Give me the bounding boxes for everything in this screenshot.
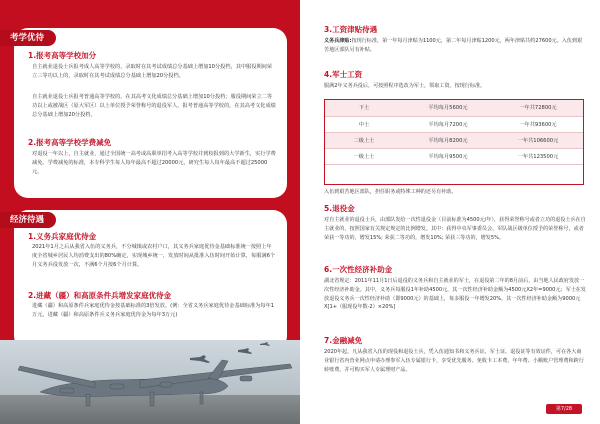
heading-family-allowance: 1.义务兵家庭优待金 [28, 232, 97, 241]
label-conscript-allowance: 义务兵津贴: [324, 38, 352, 44]
right-page [300, 0, 600, 424]
table-cell: 平均每月5600元 [403, 100, 493, 116]
table-cell: 平均每月9500元 [403, 149, 493, 165]
heading-one-time-subsidy: 6.一次性经济补助金 [324, 265, 393, 274]
table-cell: 二级上士 [325, 132, 403, 148]
distant-aircraft [190, 342, 270, 363]
section-tab-economy: 经济待遇 [0, 212, 56, 228]
paragraph-family-allowance: 2021年1月之后从我省入伍的义务兵，不分城镇或农村户口，其义务兵家庭优待金基础标准统一按照上年度全省城乡居民人均消费支出的80%确定，实现城乡统一，发放时间从批准入伍时间开始计算，每服满6个月义务兵役发放一次，不满6个月按6个月计算。 [32, 244, 276, 269]
transport-aircraft-photo [0, 330, 300, 424]
paragraph-tuition-waiver: 对退役一年以上，自主就业，通过全国统一高考或高职单招考入高等学校并到校报到的大学新生，实行学费减免。学费减免的标准，本专科学生每人每年最高不超过20000元，研究生每人每年最高不超过25000元。 [32, 151, 276, 176]
table-cell: 中士 [325, 116, 403, 132]
table-row [325, 149, 583, 165]
paragraph-wages-allowance [324, 37, 586, 55]
table-cell: 一年共123500元 [493, 149, 583, 165]
paragraph-financial-relief: 2020年起，凡从我省入伍的现役和退役士兵，凭入伍通知书和义务兵证、军士证、退役证等有效证件，可在各大商业银行省内营业网点申请办理参军入伍专属银行卡，享受优先服务、免收卡工本费、年年费、小额账户管理费和跨行转账费，并可购买军人专属理财产品。 [324, 349, 584, 373]
paragraph-retirement-pay: 对自主就业的退役士兵，由部队发给一次性退役金（目前标准为4500元/年），获得荣誉称号或者立功的退役士兵在自主就业的，按照国家有关规定规定的比例增发。其中：获得中央军事委员会、军队战区级单位授予的荣誉称号，或者荣获一等功的，增发15%; 荣获二等功的，增发10%; 荣获三等功的，增发5%。 [324, 217, 586, 241]
table-cell: 一年共106600元 [493, 132, 583, 148]
table-row [325, 100, 583, 116]
heading-exam-bonus: 1.报考高等学校加分 [28, 51, 97, 60]
heading-retirement-pay: 5.退役金 [324, 204, 355, 213]
table-cell: 平均每月7200元 [403, 116, 493, 132]
table-cell: 平均每月8200元 [403, 132, 493, 148]
paragraph-one-time-subsidy: 湖北省规定：2011年11月1日后退役的义务兵和自主就业的军士，在退役第二年的8月前后，由当地人民政府发放一次性经济补助金。其中，义务兵每服役1年补助4500元，其一次性经济补助金额为4500元X2年=9000元；军士在发放退役义务兵一次性经济补助（即9000元）的基础上，每多服役一年增发20%，其一次性经济补助金额为9000元X[1+（服现役年数-2）×20%] [324, 278, 586, 311]
text-conscript-allowance: 按现行标准，第一年每月津贴为1100元，第二年每月津贴1200元，两年津贴共约27600元。入伍到艰苦地区部队另有补贴。 [324, 38, 583, 53]
table-cell: 下士 [325, 100, 403, 116]
section-tab-study: 考学优待 [0, 30, 56, 46]
main-aircraft [18, 360, 292, 406]
heading-wages-allowance: 3.工资津贴待遇 [324, 25, 378, 34]
paragraph-plateau-allowance: 进藏（疆）和高原条件兵家庭优待金按基础标准的3倍发放。(例：全省义务兵家庭优待金基础标准为每年1万元，进藏（疆）和高原条件兵义务兵家庭优待金为每年3万元) [32, 303, 275, 319]
table-row [325, 116, 583, 132]
table-row [325, 132, 583, 148]
salary-table [325, 100, 583, 165]
salary-table-box [324, 99, 584, 185]
table-cell: 一级上士 [325, 149, 403, 165]
table-cell: 一年共72800元 [493, 100, 583, 116]
heading-nco-salary: 4.军士工资 [324, 70, 363, 79]
heading-tuition-waiver: 2.报考高等学校学费减免 [28, 138, 112, 147]
heading-plateau-allowance: 2.进藏（疆）和高原条件兵增发家庭优待金 [28, 291, 172, 300]
paragraph-exam-bonus-2: 自主就业退役士兵报考普通高等学校的，在其高考文化成绩总分基础上增加10分投档；服役期间荣立二等功以上或被战区（原大军区）以上单位授予荣誉称号的退役军人，报考普通高等学校的，在其高考文化成绩总分基础上增加20分投档。 [32, 94, 276, 119]
heading-financial-relief: 7.金融减免 [324, 336, 363, 345]
table-cell: 一年共93600元 [493, 116, 583, 132]
paragraph-exam-bonus-1: 自主就业退役士兵报考成人高等学校的，录取时在其考试成绩总分基础上增加10分投档，其中服役期间荣立三等功以上的，录取时在其考试成绩总分基础上增加20分投档。 [32, 64, 273, 80]
salary-table-note: 入伍到艰苦地区部队，担任职务或特殊工种的还另有补助。 [324, 189, 457, 195]
page-number: 第7/28 [546, 404, 582, 414]
paragraph-nco-salary: 服满2年义务兵役后，可按照程序选改为军士，领取工资。按现行标准。 [324, 83, 486, 89]
